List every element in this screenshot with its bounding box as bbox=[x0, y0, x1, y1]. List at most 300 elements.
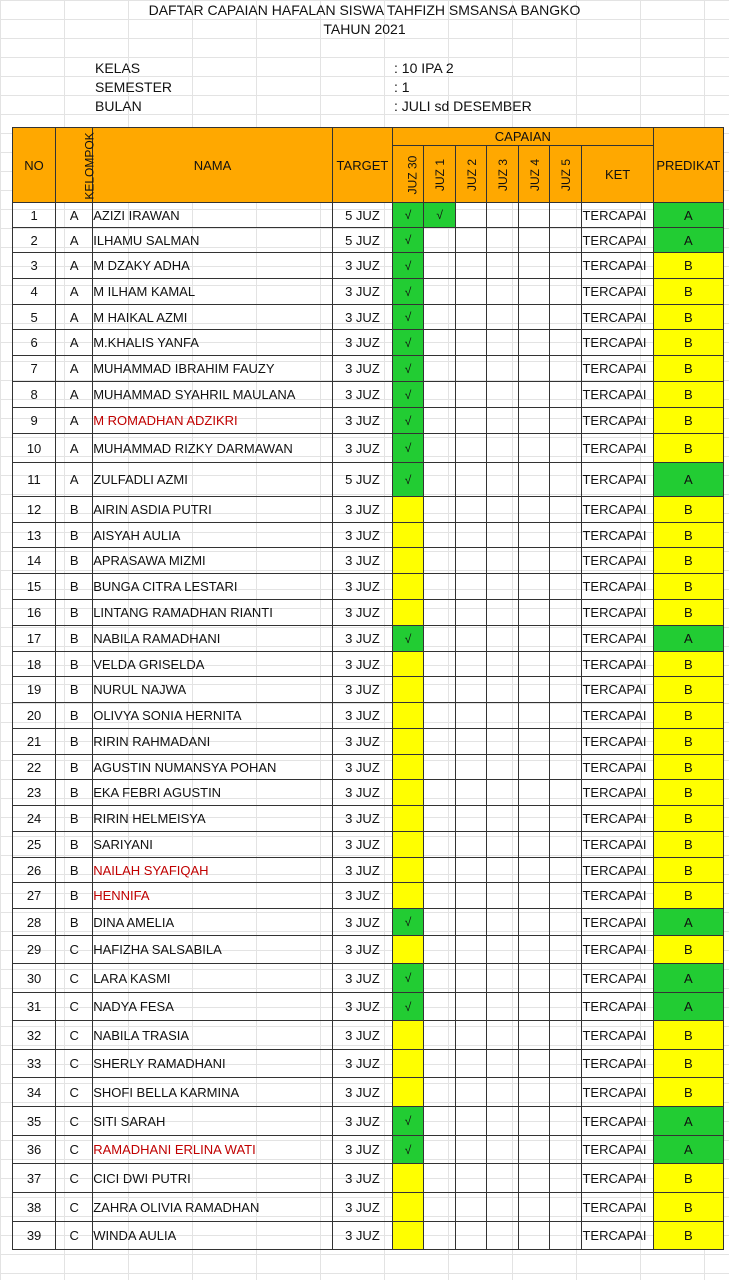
table-row[interactable] bbox=[13, 600, 724, 626]
cell-predikat[interactable]: A bbox=[653, 993, 723, 1021]
cell-juz-5[interactable] bbox=[550, 993, 582, 1021]
cell-juz-2[interactable] bbox=[456, 330, 487, 356]
cell-juz-1[interactable] bbox=[424, 356, 456, 382]
cell-nama[interactable]: SHERLY RAMADHANI bbox=[93, 1050, 333, 1078]
cell-predikat[interactable]: B bbox=[653, 652, 723, 677]
cell-target[interactable]: 3 JUZ bbox=[332, 626, 392, 652]
cell-juz-5[interactable] bbox=[550, 1050, 582, 1078]
table-row[interactable] bbox=[13, 574, 724, 600]
cell-juz-1[interactable] bbox=[424, 626, 456, 652]
cell-juz-1[interactable] bbox=[424, 806, 456, 832]
cell-no[interactable]: 8 bbox=[13, 382, 56, 408]
table-row[interactable] bbox=[13, 993, 724, 1021]
cell-juz-1[interactable] bbox=[424, 652, 456, 677]
cell-kelompok[interactable]: B bbox=[56, 858, 93, 883]
cell-juz-4[interactable] bbox=[519, 780, 550, 806]
cell-juz-30[interactable]: √ bbox=[393, 434, 424, 463]
cell-kelompok[interactable]: B bbox=[56, 729, 93, 755]
cell-nama[interactable]: NABILA RAMADHANI bbox=[93, 626, 333, 652]
cell-juz-3[interactable] bbox=[487, 780, 519, 806]
cell-target[interactable]: 3 JUZ bbox=[332, 1164, 392, 1193]
cell-ket[interactable]: TERCAPAI bbox=[582, 652, 653, 677]
table-row[interactable] bbox=[13, 1222, 724, 1250]
cell-juz-3[interactable] bbox=[487, 964, 519, 993]
cell-no[interactable]: 4 bbox=[13, 279, 56, 305]
cell-juz-30[interactable]: √ bbox=[393, 1107, 424, 1136]
table-row[interactable] bbox=[13, 1050, 724, 1078]
cell-kelompok[interactable]: C bbox=[56, 993, 93, 1021]
cell-kelompok[interactable]: C bbox=[56, 1050, 93, 1078]
cell-no[interactable]: 13 bbox=[13, 523, 56, 548]
cell-juz-5[interactable] bbox=[550, 463, 582, 497]
cell-no[interactable]: 11 bbox=[13, 463, 56, 497]
cell-no[interactable]: 22 bbox=[13, 755, 56, 780]
cell-juz-1[interactable]: √ bbox=[424, 203, 456, 228]
cell-juz-3[interactable] bbox=[487, 600, 519, 626]
cell-ket[interactable]: TERCAPAI bbox=[582, 382, 653, 408]
cell-juz-1[interactable] bbox=[424, 253, 456, 279]
cell-juz-30[interactable] bbox=[393, 806, 424, 832]
cell-nama[interactable]: APRASAWA MIZMI bbox=[93, 548, 333, 574]
cell-predikat[interactable]: B bbox=[653, 523, 723, 548]
cell-juz-2[interactable] bbox=[456, 703, 487, 729]
cell-no[interactable]: 20 bbox=[13, 703, 56, 729]
header-juz-5[interactable] bbox=[550, 146, 582, 203]
cell-juz-30[interactable] bbox=[393, 1078, 424, 1107]
cell-juz-4[interactable] bbox=[519, 652, 550, 677]
cell-nama[interactable]: WINDA AULIA bbox=[93, 1222, 333, 1250]
cell-juz-2[interactable] bbox=[456, 548, 487, 574]
cell-nama[interactable]: RIRIN RAHMADANI bbox=[93, 729, 333, 755]
cell-nama[interactable]: BUNGA CITRA LESTARI bbox=[93, 574, 333, 600]
cell-target[interactable]: 3 JUZ bbox=[332, 883, 392, 909]
cell-ket[interactable]: TERCAPAI bbox=[582, 1078, 653, 1107]
cell-juz-4[interactable] bbox=[519, 408, 550, 434]
cell-juz-3[interactable] bbox=[487, 548, 519, 574]
header-juz-4[interactable] bbox=[519, 146, 550, 203]
cell-juz-1[interactable] bbox=[424, 1136, 456, 1164]
cell-kelompok[interactable]: A bbox=[56, 330, 93, 356]
cell-juz-5[interactable] bbox=[550, 1078, 582, 1107]
table-row[interactable] bbox=[13, 305, 724, 330]
cell-juz-2[interactable] bbox=[456, 523, 487, 548]
cell-juz-3[interactable] bbox=[487, 1021, 519, 1050]
cell-ket[interactable]: TERCAPAI bbox=[582, 626, 653, 652]
cell-target[interactable]: 3 JUZ bbox=[332, 1021, 392, 1050]
table-row[interactable] bbox=[13, 228, 724, 253]
cell-juz-1[interactable] bbox=[424, 993, 456, 1021]
cell-ket[interactable]: TERCAPAI bbox=[582, 703, 653, 729]
cell-target[interactable]: 3 JUZ bbox=[332, 1193, 392, 1222]
table-row[interactable] bbox=[13, 652, 724, 677]
header-juz-30[interactable] bbox=[393, 146, 424, 203]
table-row[interactable] bbox=[13, 832, 724, 858]
cell-juz-1[interactable] bbox=[424, 463, 456, 497]
table-row[interactable] bbox=[13, 382, 724, 408]
cell-ket[interactable]: TERCAPAI bbox=[582, 600, 653, 626]
cell-juz-30[interactable] bbox=[393, 936, 424, 964]
cell-target[interactable]: 3 JUZ bbox=[332, 703, 392, 729]
table-row[interactable] bbox=[13, 1107, 724, 1136]
cell-juz-3[interactable] bbox=[487, 858, 519, 883]
cell-no[interactable]: 33 bbox=[13, 1050, 56, 1078]
cell-juz-3[interactable] bbox=[487, 652, 519, 677]
cell-juz-4[interactable] bbox=[519, 1164, 550, 1193]
cell-juz-3[interactable] bbox=[487, 1222, 519, 1250]
cell-predikat[interactable]: B bbox=[653, 305, 723, 330]
cell-juz-3[interactable] bbox=[487, 279, 519, 305]
cell-juz-3[interactable] bbox=[487, 626, 519, 652]
cell-target[interactable]: 3 JUZ bbox=[332, 382, 392, 408]
cell-target[interactable]: 3 JUZ bbox=[332, 652, 392, 677]
header-kelompok[interactable] bbox=[56, 128, 97, 203]
cell-no[interactable]: 28 bbox=[13, 909, 56, 936]
cell-juz-5[interactable] bbox=[550, 574, 582, 600]
cell-ket[interactable]: TERCAPAI bbox=[582, 548, 653, 574]
table-row[interactable] bbox=[13, 703, 724, 729]
cell-juz-30[interactable] bbox=[393, 1222, 424, 1250]
cell-predikat[interactable]: B bbox=[653, 1050, 723, 1078]
cell-no[interactable]: 19 bbox=[13, 677, 56, 703]
cell-juz-3[interactable] bbox=[487, 703, 519, 729]
cell-juz-30[interactable] bbox=[393, 600, 424, 626]
cell-no[interactable]: 37 bbox=[13, 1164, 56, 1193]
cell-target[interactable]: 5 JUZ bbox=[332, 463, 392, 497]
cell-juz-3[interactable] bbox=[487, 305, 519, 330]
cell-juz-5[interactable] bbox=[550, 382, 582, 408]
cell-juz-5[interactable] bbox=[550, 626, 582, 652]
cell-nama[interactable]: M HAIKAL AZMI bbox=[93, 305, 333, 330]
cell-no[interactable]: 18 bbox=[13, 652, 56, 677]
cell-kelompok[interactable]: C bbox=[56, 1021, 93, 1050]
cell-juz-30[interactable] bbox=[393, 497, 424, 523]
cell-juz-5[interactable] bbox=[550, 1193, 582, 1222]
cell-no[interactable]: 14 bbox=[13, 548, 56, 574]
cell-ket[interactable]: TERCAPAI bbox=[582, 858, 653, 883]
cell-juz-4[interactable] bbox=[519, 1193, 550, 1222]
cell-juz-5[interactable] bbox=[550, 806, 582, 832]
cell-juz-5[interactable] bbox=[550, 652, 582, 677]
cell-nama[interactable]: MUHAMMAD RIZKY DARMAWAN bbox=[93, 434, 333, 463]
header-predikat[interactable]: PREDIKAT bbox=[653, 128, 723, 203]
cell-target[interactable]: 3 JUZ bbox=[332, 600, 392, 626]
cell-juz-2[interactable] bbox=[456, 497, 487, 523]
cell-juz-30[interactable]: √ bbox=[393, 408, 424, 434]
cell-juz-3[interactable] bbox=[487, 228, 519, 253]
table-row[interactable] bbox=[13, 806, 724, 832]
cell-nama[interactable]: ZAHRA OLIVIA RAMADHAN bbox=[93, 1193, 333, 1222]
table-row[interactable] bbox=[13, 356, 724, 382]
header-capaian[interactable]: CAPAIAN bbox=[393, 128, 654, 146]
cell-juz-1[interactable] bbox=[424, 600, 456, 626]
cell-juz-2[interactable] bbox=[456, 1193, 487, 1222]
cell-target[interactable]: 3 JUZ bbox=[332, 993, 392, 1021]
cell-kelompok[interactable]: A bbox=[56, 279, 93, 305]
cell-nama[interactable]: DINA AMELIA bbox=[93, 909, 333, 936]
cell-ket[interactable]: TERCAPAI bbox=[582, 677, 653, 703]
cell-juz-3[interactable] bbox=[487, 677, 519, 703]
cell-kelompok[interactable]: B bbox=[56, 832, 93, 858]
cell-kelompok[interactable]: C bbox=[56, 1164, 93, 1193]
cell-juz-4[interactable] bbox=[519, 382, 550, 408]
cell-predikat[interactable]: B bbox=[653, 1021, 723, 1050]
cell-predikat[interactable]: B bbox=[653, 1164, 723, 1193]
cell-nama[interactable]: ZULFADLI AZMI bbox=[93, 463, 333, 497]
cell-juz-4[interactable] bbox=[519, 330, 550, 356]
cell-target[interactable]: 3 JUZ bbox=[332, 434, 392, 463]
cell-no[interactable]: 31 bbox=[13, 993, 56, 1021]
cell-juz-5[interactable] bbox=[550, 408, 582, 434]
cell-no[interactable]: 1 bbox=[13, 203, 56, 228]
header-juz-1[interactable] bbox=[424, 146, 456, 203]
cell-juz-3[interactable] bbox=[487, 993, 519, 1021]
header-target[interactable]: TARGET bbox=[332, 128, 392, 203]
cell-nama[interactable]: SHOFI BELLA KARMINA bbox=[93, 1078, 333, 1107]
cell-juz-2[interactable] bbox=[456, 964, 487, 993]
cell-juz-4[interactable] bbox=[519, 356, 550, 382]
cell-predikat[interactable]: A bbox=[653, 626, 723, 652]
cell-juz-4[interactable] bbox=[519, 832, 550, 858]
cell-juz-1[interactable] bbox=[424, 1193, 456, 1222]
cell-ket[interactable]: TERCAPAI bbox=[582, 1107, 653, 1136]
cell-juz-2[interactable] bbox=[456, 993, 487, 1021]
cell-juz-3[interactable] bbox=[487, 382, 519, 408]
cell-nama[interactable]: M DZAKY ADHA bbox=[93, 253, 333, 279]
cell-no[interactable]: 35 bbox=[13, 1107, 56, 1136]
cell-no[interactable]: 16 bbox=[13, 600, 56, 626]
cell-ket[interactable]: TERCAPAI bbox=[582, 1050, 653, 1078]
cell-nama[interactable]: AGUSTIN NUMANSYA POHAN bbox=[93, 755, 333, 780]
cell-juz-4[interactable] bbox=[519, 755, 550, 780]
cell-kelompok[interactable]: C bbox=[56, 1107, 93, 1136]
cell-predikat[interactable]: B bbox=[653, 434, 723, 463]
cell-ket[interactable]: TERCAPAI bbox=[582, 574, 653, 600]
table-row[interactable] bbox=[13, 408, 724, 434]
cell-ket[interactable]: TERCAPAI bbox=[582, 755, 653, 780]
cell-juz-4[interactable] bbox=[519, 305, 550, 330]
cell-no[interactable]: 5 bbox=[13, 305, 56, 330]
cell-juz-30[interactable]: √ bbox=[393, 382, 424, 408]
cell-no[interactable]: 6 bbox=[13, 330, 56, 356]
cell-juz-4[interactable] bbox=[519, 1021, 550, 1050]
table-row[interactable] bbox=[13, 330, 724, 356]
cell-juz-3[interactable] bbox=[487, 1107, 519, 1136]
cell-juz-4[interactable] bbox=[519, 858, 550, 883]
cell-target[interactable]: 3 JUZ bbox=[332, 936, 392, 964]
cell-kelompok[interactable]: A bbox=[56, 253, 93, 279]
cell-juz-4[interactable] bbox=[519, 806, 550, 832]
cell-nama[interactable]: AIRIN ASDIA PUTRI bbox=[93, 497, 333, 523]
cell-ket[interactable]: TERCAPAI bbox=[582, 832, 653, 858]
cell-ket[interactable]: TERCAPAI bbox=[582, 806, 653, 832]
cell-predikat[interactable]: B bbox=[653, 382, 723, 408]
cell-nama[interactable]: NADYA FESA bbox=[93, 993, 333, 1021]
cell-target[interactable]: 3 JUZ bbox=[332, 356, 392, 382]
cell-kelompok[interactable]: A bbox=[56, 356, 93, 382]
cell-ket[interactable]: TERCAPAI bbox=[582, 936, 653, 964]
cell-nama[interactable]: EKA FEBRI AGUSTIN bbox=[93, 780, 333, 806]
cell-predikat[interactable]: B bbox=[653, 832, 723, 858]
cell-juz-5[interactable] bbox=[550, 832, 582, 858]
cell-juz-4[interactable] bbox=[519, 548, 550, 574]
cell-juz-2[interactable] bbox=[456, 626, 487, 652]
cell-juz-5[interactable] bbox=[550, 936, 582, 964]
cell-target[interactable]: 3 JUZ bbox=[332, 909, 392, 936]
cell-ket[interactable]: TERCAPAI bbox=[582, 1222, 653, 1250]
cell-no[interactable]: 23 bbox=[13, 780, 56, 806]
cell-juz-2[interactable] bbox=[456, 600, 487, 626]
cell-nama[interactable]: LINTANG RAMADHAN RIANTI bbox=[93, 600, 333, 626]
table-row[interactable] bbox=[13, 729, 724, 755]
cell-juz-2[interactable] bbox=[456, 652, 487, 677]
cell-juz-5[interactable] bbox=[550, 253, 582, 279]
cell-target[interactable]: 3 JUZ bbox=[332, 780, 392, 806]
cell-ket[interactable]: TERCAPAI bbox=[582, 279, 653, 305]
cell-juz-30[interactable] bbox=[393, 883, 424, 909]
cell-juz-30[interactable] bbox=[393, 1050, 424, 1078]
cell-juz-2[interactable] bbox=[456, 755, 487, 780]
cell-kelompok[interactable]: B bbox=[56, 574, 93, 600]
cell-nama[interactable]: VELDA GRISELDA bbox=[93, 652, 333, 677]
cell-juz-5[interactable] bbox=[550, 305, 582, 330]
cell-juz-3[interactable] bbox=[487, 574, 519, 600]
cell-predikat[interactable]: B bbox=[653, 755, 723, 780]
cell-kelompok[interactable]: C bbox=[56, 936, 93, 964]
header-juz-3[interactable] bbox=[487, 146, 519, 203]
cell-juz-1[interactable] bbox=[424, 729, 456, 755]
cell-target[interactable]: 3 JUZ bbox=[332, 729, 392, 755]
header-nama[interactable]: NAMA bbox=[93, 128, 333, 203]
cell-target[interactable]: 3 JUZ bbox=[332, 1078, 392, 1107]
cell-target[interactable]: 3 JUZ bbox=[332, 523, 392, 548]
cell-kelompok[interactable]: B bbox=[56, 626, 93, 652]
cell-ket[interactable]: TERCAPAI bbox=[582, 463, 653, 497]
cell-kelompok[interactable]: C bbox=[56, 964, 93, 993]
cell-juz-3[interactable] bbox=[487, 755, 519, 780]
cell-predikat[interactable]: B bbox=[653, 806, 723, 832]
table-row[interactable] bbox=[13, 626, 724, 652]
cell-juz-1[interactable] bbox=[424, 523, 456, 548]
cell-nama[interactable]: SARIYANI bbox=[93, 832, 333, 858]
cell-juz-30[interactable] bbox=[393, 755, 424, 780]
cell-target[interactable]: 3 JUZ bbox=[332, 253, 392, 279]
cell-juz-1[interactable] bbox=[424, 780, 456, 806]
cell-ket[interactable]: TERCAPAI bbox=[582, 356, 653, 382]
cell-predikat[interactable]: A bbox=[653, 909, 723, 936]
cell-juz-3[interactable] bbox=[487, 203, 519, 228]
table-row[interactable] bbox=[13, 1078, 724, 1107]
cell-ket[interactable]: TERCAPAI bbox=[582, 1136, 653, 1164]
cell-no[interactable]: 7 bbox=[13, 356, 56, 382]
cell-juz-1[interactable] bbox=[424, 382, 456, 408]
cell-juz-3[interactable] bbox=[487, 497, 519, 523]
cell-juz-30[interactable]: √ bbox=[393, 626, 424, 652]
cell-no[interactable]: 27 bbox=[13, 883, 56, 909]
cell-juz-5[interactable] bbox=[550, 1107, 582, 1136]
cell-juz-1[interactable] bbox=[424, 909, 456, 936]
cell-juz-1[interactable] bbox=[424, 1164, 456, 1193]
cell-kelompok[interactable]: A bbox=[56, 382, 93, 408]
table-row[interactable] bbox=[13, 1164, 724, 1193]
cell-ket[interactable]: TERCAPAI bbox=[582, 497, 653, 523]
cell-juz-1[interactable] bbox=[424, 330, 456, 356]
cell-juz-1[interactable] bbox=[424, 408, 456, 434]
cell-juz-2[interactable] bbox=[456, 356, 487, 382]
cell-juz-2[interactable] bbox=[456, 305, 487, 330]
cell-juz-2[interactable] bbox=[456, 832, 487, 858]
cell-target[interactable]: 3 JUZ bbox=[332, 408, 392, 434]
cell-juz-2[interactable] bbox=[456, 677, 487, 703]
cell-juz-1[interactable] bbox=[424, 964, 456, 993]
cell-predikat[interactable]: B bbox=[653, 936, 723, 964]
cell-target[interactable]: 3 JUZ bbox=[332, 1050, 392, 1078]
cell-ket[interactable]: TERCAPAI bbox=[582, 330, 653, 356]
cell-no[interactable]: 25 bbox=[13, 832, 56, 858]
cell-juz-2[interactable] bbox=[456, 203, 487, 228]
cell-predikat[interactable]: B bbox=[653, 780, 723, 806]
cell-predikat[interactable]: B bbox=[653, 858, 723, 883]
cell-juz-30[interactable]: √ bbox=[393, 279, 424, 305]
cell-juz-1[interactable] bbox=[424, 305, 456, 330]
cell-juz-2[interactable] bbox=[456, 909, 487, 936]
cell-juz-2[interactable] bbox=[456, 228, 487, 253]
cell-predikat[interactable]: A bbox=[653, 1107, 723, 1136]
cell-kelompok[interactable]: B bbox=[56, 703, 93, 729]
cell-juz-3[interactable] bbox=[487, 909, 519, 936]
table-row[interactable] bbox=[13, 677, 724, 703]
cell-no[interactable]: 21 bbox=[13, 729, 56, 755]
cell-ket[interactable]: TERCAPAI bbox=[582, 434, 653, 463]
cell-predikat[interactable]: B bbox=[653, 600, 723, 626]
cell-juz-2[interactable] bbox=[456, 253, 487, 279]
cell-target[interactable]: 5 JUZ bbox=[332, 203, 392, 228]
header-no[interactable]: NO bbox=[13, 128, 56, 203]
cell-no[interactable]: 38 bbox=[13, 1193, 56, 1222]
cell-juz-4[interactable] bbox=[519, 703, 550, 729]
cell-juz-1[interactable] bbox=[424, 279, 456, 305]
cell-target[interactable]: 3 JUZ bbox=[332, 858, 392, 883]
cell-juz-4[interactable] bbox=[519, 228, 550, 253]
cell-kelompok[interactable]: B bbox=[56, 883, 93, 909]
cell-juz-5[interactable] bbox=[550, 755, 582, 780]
cell-nama[interactable]: AISYAH AULIA bbox=[93, 523, 333, 548]
cell-juz-3[interactable] bbox=[487, 1078, 519, 1107]
cell-juz-4[interactable] bbox=[519, 936, 550, 964]
cell-juz-1[interactable] bbox=[424, 1050, 456, 1078]
table-row[interactable] bbox=[13, 1136, 724, 1164]
cell-kelompok[interactable]: B bbox=[56, 780, 93, 806]
cell-juz-5[interactable] bbox=[550, 600, 582, 626]
cell-juz-2[interactable] bbox=[456, 1078, 487, 1107]
cell-target[interactable]: 3 JUZ bbox=[332, 279, 392, 305]
table-row[interactable] bbox=[13, 936, 724, 964]
cell-juz-1[interactable] bbox=[424, 858, 456, 883]
cell-juz-30[interactable] bbox=[393, 832, 424, 858]
cell-juz-2[interactable] bbox=[456, 279, 487, 305]
cell-predikat[interactable]: B bbox=[653, 253, 723, 279]
cell-juz-5[interactable] bbox=[550, 356, 582, 382]
cell-juz-4[interactable] bbox=[519, 574, 550, 600]
cell-juz-3[interactable] bbox=[487, 330, 519, 356]
cell-juz-4[interactable] bbox=[519, 434, 550, 463]
cell-juz-4[interactable] bbox=[519, 993, 550, 1021]
cell-juz-1[interactable] bbox=[424, 677, 456, 703]
cell-juz-5[interactable] bbox=[550, 780, 582, 806]
cell-juz-5[interactable] bbox=[550, 330, 582, 356]
cell-target[interactable]: 3 JUZ bbox=[332, 1107, 392, 1136]
table-row[interactable] bbox=[13, 203, 724, 228]
cell-no[interactable]: 39 bbox=[13, 1222, 56, 1250]
